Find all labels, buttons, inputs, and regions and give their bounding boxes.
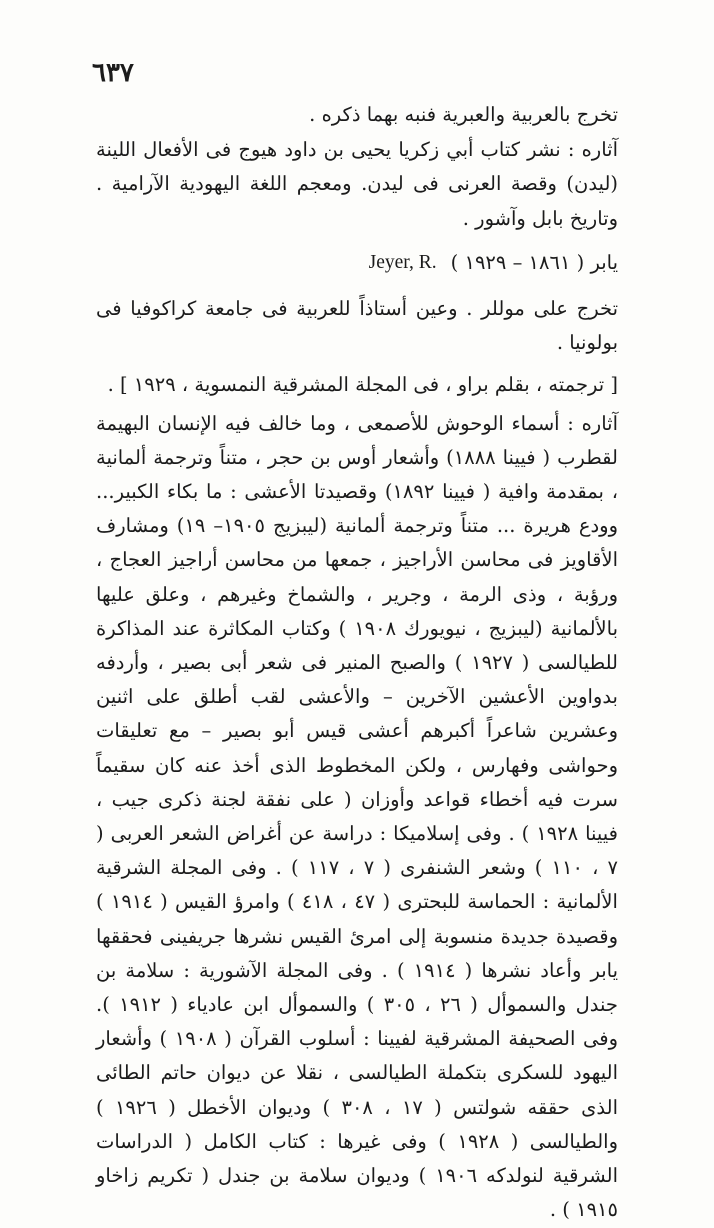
page-body [96, 98, 618, 1228]
paragraph-works-hayyuj: آثاره : نشر كتاب أبي زكريا يحيى بن داود هيوج فى الأفعال اللينة (ليدن) وقصة العرنى فى ليدن. ومعجم اللغة اليهودية الآرامية . وتاريخ بابل وآشور . [96, 138, 618, 230]
entry-heading [96, 246, 618, 280]
paragraph-graduation-note: تخرج بالعربية والعبرية فنبه بهما ذكره . [309, 103, 618, 126]
entry-heading-latin: Jeyer, R. [368, 251, 437, 273]
page-number: ٦٣٧ [92, 58, 134, 88]
paragraph-works-list: آثاره : أسماء الوحوش للأصمعى ، وما خالف فيه الإنسان البهيمة لقطرب ( فيينا ١٨٨٨) وأشعار أوس بن حجر ، متناً وترجمة ألمانية ، بمقدمة وافية ( فيينا ١٨٩٢) وقصيدتا الأعشى : ما بكاء الكبير... وودع هريرة ... متناً وترجمة ألمانية (ليبزيج ١٩٠٥– ١٩) ومشارف الأقاويز فى محاسن الأراجيز ، جمعها من محاسن أراجيز العجاج ، ورؤبة ، وذى الرمة ، وجرير ، والشماخ وغيرهم ، وعلق عليها بالألمانية (ليبزيج ، نيويورك ١٩٠٨ ) وكتاب المكاثرة عند المذاكرة للطيالسى ( ١٩٢٧ ) والصبح المنير فى شعر أبى بصير ، وأردفه بدواوين الأعشين الآخرين – والأعشى لقب أطلق على اثنين وعشرين شاعراً أكبرهم أعشى قيس أبو بصير – مع تعليقات وحواشى وفهارس ، ولكن المخطوط الذى أخذ عنه كان سقيماً سرت فيه أخطاء قواعد وأوزان ( على نفقة لجنة ذكرى جيب ، فيينا ١٩٢٨ ) . وفى إسلاميكا : دراسة عن أغراض الشعر العربى ( ٧ ، ١١٠ ) وشعر الشنفرى ( ٧ ، ١١٧ ) . وفى المجلة الشرقية الألمانية : الحماسة للبحترى ( ٤٧ ، ٤١٨ ) وامرؤ القيس ( ١٩١٤ ) وقصيدة جديدة منسوبة إلى امرئ القيس نشرها جريفينى فحققها يابر وأعاد نشرها ( ١٩١٤ ) . وفى المجلة الآشورية : سلامة بن جندل والسموأل ( ٢٦ ، ٣٠٥ ) والسموأل ابن عادياء ( ١٩١٢ ). وفى الصحيفة المشرقية لفيينا : أسلوب القرآن ( ١٩٠٨ ) وأشعار اليهود للسكرى بتكملة الطيالسى ، نقلا عن ديوان حاتم الطائى الذى حققه شولتس ( ١٧ ، ٣٠٨ ) وديوان الأخطل ( ١٩٢٦ ) والطيالسى ( ١٩٢٨ ) وفى غيرها : كتاب الكامل ( الدراسات الشرقية لنولدكه ١٩٠٦ ) وديوان سلامة بن جندل ( تكريم زاخاو ١٩١٥ ) . [96, 411, 619, 1222]
paragraph-biography-reference: [ ترجمته ، بقلم براو ، فى المجلة المشرقية النمسوية ، ١٩٢٩ ] . [107, 373, 618, 397]
entry-heading-arabic: يابر ( ١٨٦١ – ١٩٢٩ ) [450, 250, 618, 274]
paragraph-graduation-krakow: تخرج على موللر . وعين أستاذاً للعربية فى جامعة كراكوفيا فى بولونيا . [96, 297, 618, 355]
